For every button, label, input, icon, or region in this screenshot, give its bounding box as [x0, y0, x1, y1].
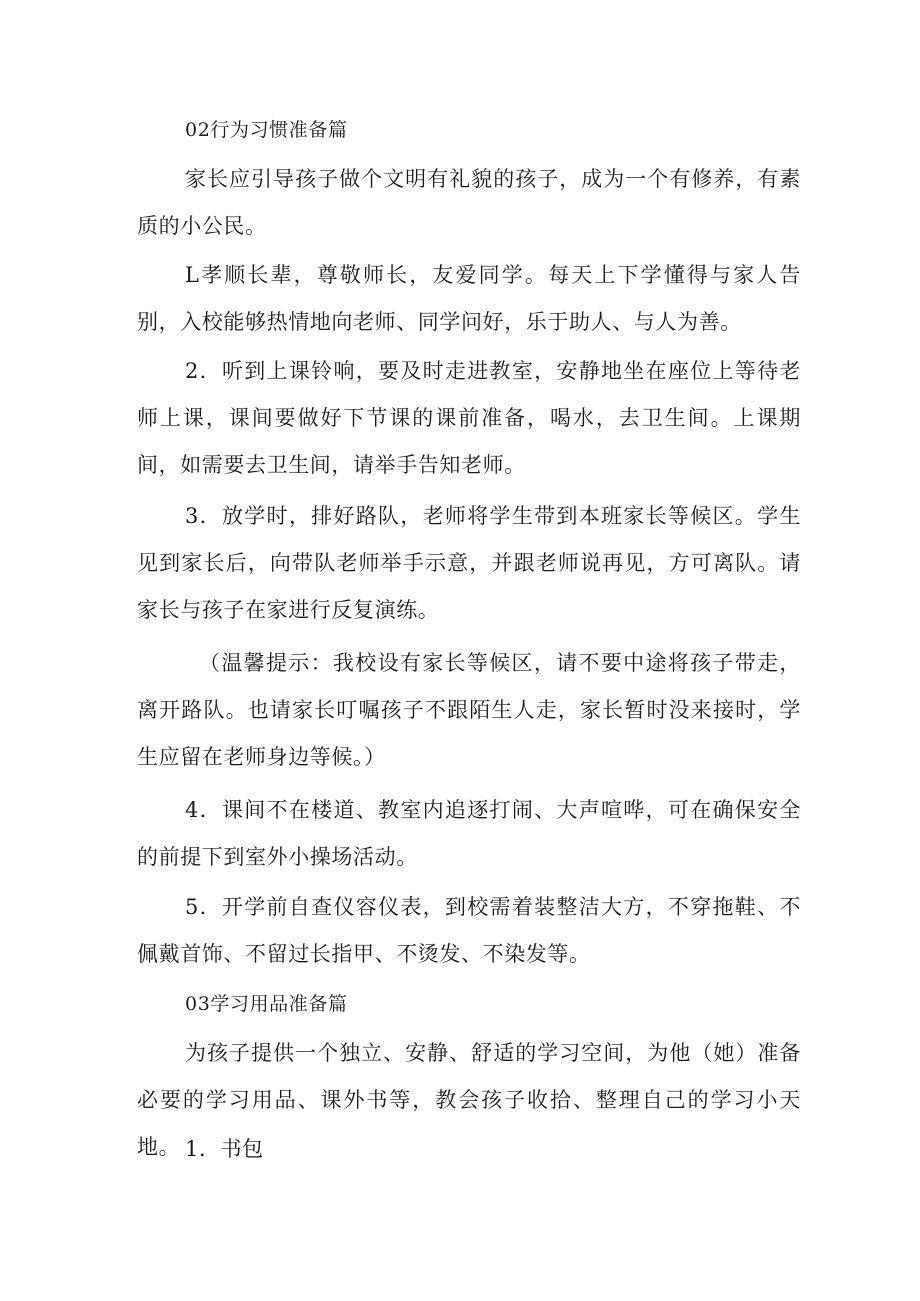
paragraph-item-3: 3．放学时，排好路队，老师将学生带到本班家长等候区。学生见到家长后，向带队老师举手示意，并跟老师说再见，方可离队。请家长与孩子在家进行反复演练。 [137, 504, 801, 622]
paragraph-item-4: 4．课间不在楼道、教室内追逐打闹、大声喧哗，可在确保安全的前提下到室外小操场活动。 [137, 798, 801, 869]
paragraph-intro-behavior: 家长应引导孩子做个文明有礼貌的孩子，成为一个有修养，有素质的小公民。 [137, 167, 801, 238]
paragraph-item-5: 5．开学前自查仪容仪表，到校需着装整洁大方，不穿拖鞋、不佩戴首饰、不留过长指甲、不烫发、不染发等。 [137, 895, 801, 966]
paragraph-item-2: 2．听到上课铃响，要及时走进教室，安静地坐在座位上等待老师上课，课间要做好下节课的课前准备，喝水，去卫生间。上课期间，如需要去卫生间，请举手告知老师。 [137, 359, 801, 477]
paragraph-item-schoolbag: 1．书包 [185, 1137, 264, 1161]
paragraph-item-1: L孝顺长辈，尊敬师长，友爱同学。每天上下学懂得与家人告别，入校能够热情地向老师、同学问好，乐于助人、与人为善。 [137, 263, 801, 334]
section-heading-supplies: 03学习用品准备篇 [185, 993, 348, 1015]
section-heading-behavior: 02行为习惯准备篇 [185, 119, 348, 141]
paragraph-intro-supplies: 为孩子提供一个独立、安静、舒适的学习空间，为他（她）准备必要的学习用品、课外书等，教会孩子收拾、整理自己的学习小天地。 [137, 1041, 801, 1159]
paragraph-tip: （温馨提示：我校设有家长等候区，请不要中途将孩子带走，离开路队。也请家长叮嘱孩子不跟陌生人走，家长暂时没来接时，学生应留在老师身边等候。） [137, 651, 801, 769]
